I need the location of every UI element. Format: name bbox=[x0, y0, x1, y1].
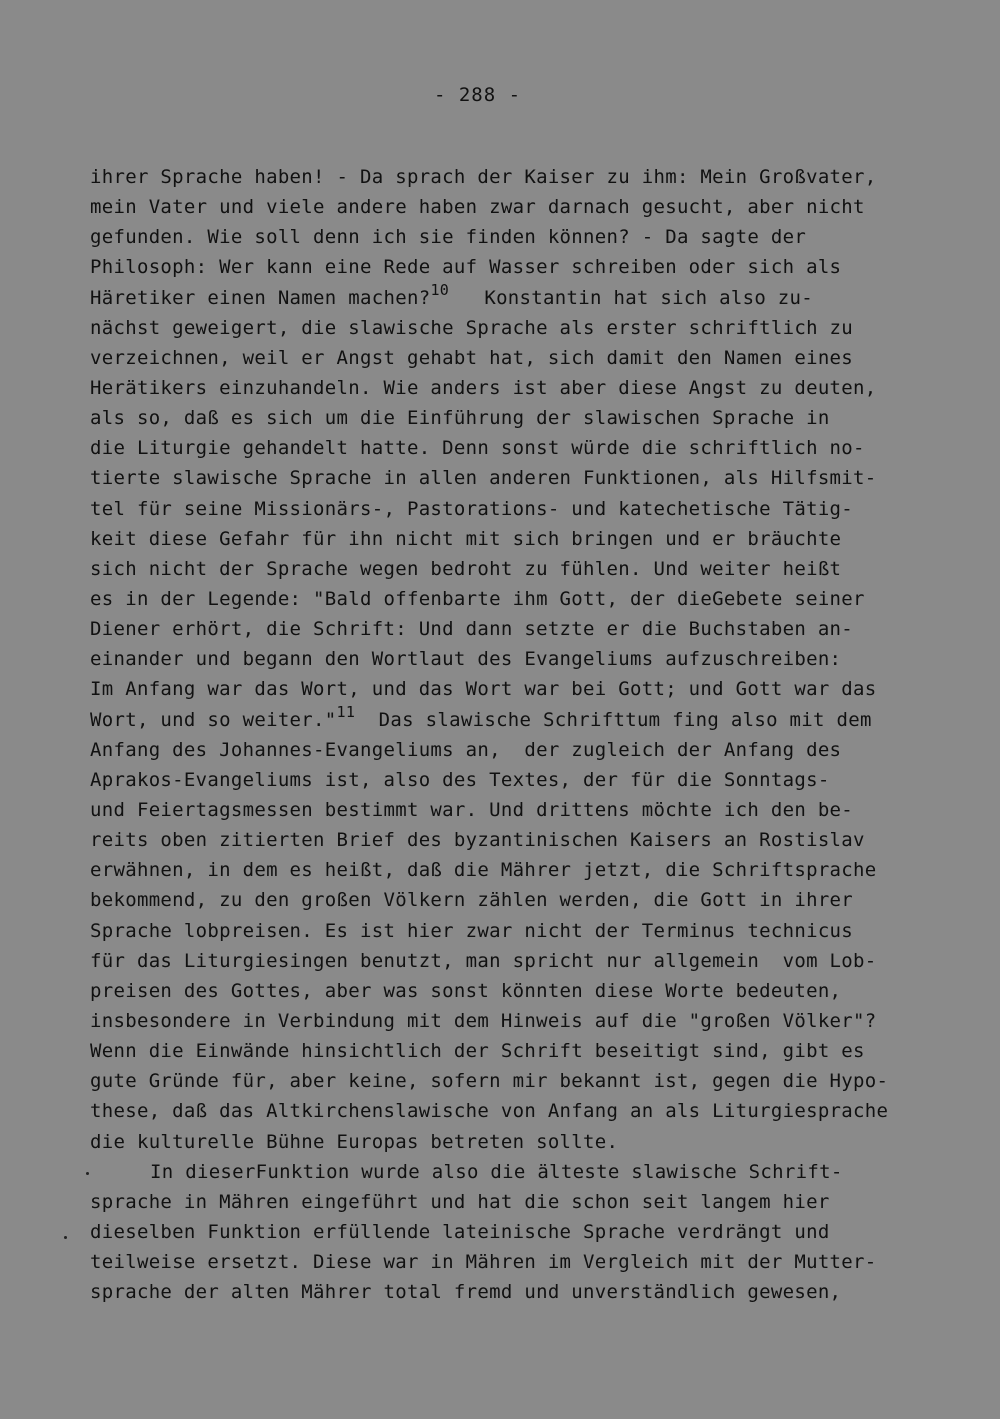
line-text: Philosoph: Wer kann eine Rede auf Wasser schreiben oder sich als bbox=[90, 256, 842, 279]
text-line bbox=[90, 1066, 930, 1096]
line-text: reits oben zitierten Brief des byzantinischen Kaisers an Rostislav bbox=[90, 829, 865, 852]
text-line bbox=[90, 1157, 930, 1187]
text-line bbox=[90, 735, 930, 765]
text-line bbox=[90, 644, 930, 674]
text-line bbox=[90, 825, 930, 855]
line-text: In dieserFunktion wurde also die älteste slawische Schrift- bbox=[150, 1160, 843, 1183]
text-line bbox=[90, 280, 930, 313]
text-line bbox=[90, 373, 930, 403]
line-text: einander und begann den Wortlaut des Evangeliums aufzuschreiben: bbox=[90, 648, 842, 671]
text-line bbox=[90, 1277, 930, 1307]
text-line bbox=[90, 162, 930, 192]
line-text: gute Gründe für, aber keine, sofern mir bekannt ist, gegen die Hypo- bbox=[90, 1070, 889, 1093]
line-text: sprache der alten Mährer total fremd und unverständlich gewesen, bbox=[90, 1281, 842, 1304]
line-text: keit diese Gefahr für ihn nicht mit sich bringen und er bräuchte bbox=[90, 527, 842, 550]
text-line bbox=[90, 584, 930, 614]
line-text: und Feiertagsmessen bestimmt war. Und drittens möchte ich den be- bbox=[90, 798, 854, 821]
footnote-marker: 10 bbox=[430, 280, 450, 299]
line-text: preisen des Gottes, aber was sonst könnten diese Worte bedeuten, bbox=[90, 979, 842, 1002]
line-text: mein Vater und viele andere haben zwar darnach gesucht, aber nicht bbox=[90, 196, 865, 219]
line-text: sprache in Mähren eingeführt und hat die schon seit langem hier bbox=[90, 1190, 830, 1213]
line-text: bekommend, zu den großen Völkern zählen werden, die Gott in ihrer bbox=[90, 889, 854, 912]
text-line bbox=[90, 1127, 930, 1157]
text-line bbox=[90, 1217, 930, 1247]
text-line bbox=[90, 252, 930, 282]
line-text-continued: Konstantin hat sich also zu- bbox=[449, 286, 814, 309]
line-text: die Liturgie gehandelt hatte. Denn sonst würde die schriftlich no- bbox=[90, 437, 865, 460]
text-line bbox=[90, 614, 930, 644]
text-line bbox=[90, 916, 930, 946]
text-line bbox=[90, 463, 930, 493]
line-text: ihrer Sprache haben! - Da sprach der Kaiser zu ihm: Mein Großvater, bbox=[90, 166, 877, 188]
line-text: es in der Legende: "Bald offenbarte ihm Gott, der dieGebete seiner bbox=[90, 587, 865, 610]
line-text: dieselben Funktion erfüllende lateinische Sprache verdrängt und bbox=[90, 1220, 830, 1243]
scan-speck bbox=[64, 1236, 67, 1239]
text-line bbox=[90, 795, 930, 825]
line-text: tel für seine Missionärs-, Pastorations- und katechetische Tätig- bbox=[90, 497, 854, 520]
line-text-continued: Das slawische Schrifttum fing also mit dem bbox=[355, 708, 872, 731]
text-line bbox=[90, 765, 930, 795]
line-text: nächst geweigert, die slawische Sprache als erster schriftlich zu bbox=[90, 316, 854, 339]
footnote-marker: 11 bbox=[336, 702, 356, 721]
line-text: Häretiker einen Namen machen? bbox=[90, 286, 431, 309]
text-line bbox=[90, 1247, 930, 1277]
text-line bbox=[90, 192, 930, 222]
line-text: für das Liturgiesingen benutzt, man spricht nur allgemein vom Lob- bbox=[90, 949, 877, 972]
text-line bbox=[90, 494, 930, 524]
line-text: Diener erhört, die Schrift: Und dann setzte er die Buchstaben an- bbox=[90, 618, 854, 641]
line-text: Wort, und so weiter." bbox=[90, 708, 337, 731]
text-line bbox=[90, 1187, 930, 1217]
line-text: Aprakos-Evangeliums ist, also des Textes, der für die Sonntags- bbox=[90, 768, 830, 791]
line-text: erwähnen, in dem es heißt, daß die Mährer jetzt, die Schriftsprache bbox=[90, 859, 877, 882]
text-line bbox=[90, 554, 930, 584]
line-text: Im Anfang war das Wort, und das Wort war bei Gott; und Gott war das bbox=[90, 678, 877, 701]
line-text: verzeichnen, weil er Angst gehabt hat, sich damit den Namen eines bbox=[90, 346, 854, 369]
text-line bbox=[90, 433, 930, 463]
text-line bbox=[90, 1006, 930, 1036]
line-text: als so, daß es sich um die Einführung der slawischen Sprache in bbox=[90, 407, 830, 430]
line-text: Anfang des Johannes-Evangeliums an, der zugleich der Anfang des bbox=[90, 738, 842, 761]
text-line bbox=[90, 313, 930, 343]
line-text: sich nicht der Sprache wegen bedroht zu fühlen. Und weiter heißt bbox=[90, 557, 842, 580]
scan-speck bbox=[86, 1172, 89, 1175]
text-line bbox=[90, 946, 930, 976]
page-number: - 288 - bbox=[433, 84, 522, 106]
line-text: teilweise ersetzt. Diese war in Mähren im Vergleich mit der Mutter- bbox=[90, 1251, 877, 1274]
line-text: Sprache lobpreisen. Es ist hier zwar nicht der Terminus technicus bbox=[90, 919, 854, 942]
line-text: tierte slawische Sprache in allen anderen Funktionen, als Hilfsmit- bbox=[90, 467, 877, 490]
text-line bbox=[90, 222, 930, 252]
text-line bbox=[90, 524, 930, 554]
text-line bbox=[90, 674, 930, 704]
line-text: Herätikers einzuhandeln. Wie anders ist aber diese Angst zu deuten, bbox=[90, 376, 877, 399]
line-text: these, daß das Altkirchenslawische von Anfang an als Liturgiesprache bbox=[90, 1100, 889, 1123]
body-text bbox=[90, 162, 930, 1307]
line-text: Wenn die Einwände hinsichtlich der Schrift beseitigt sind, gibt es bbox=[90, 1040, 865, 1063]
text-line bbox=[90, 403, 930, 433]
text-line bbox=[90, 885, 930, 915]
line-text: die kulturelle Bühne Europas betreten sollte. bbox=[90, 1130, 619, 1153]
line-text: insbesondere in Verbindung mit dem Hinweis auf die "großen Völker"? bbox=[90, 1009, 877, 1032]
text-line bbox=[90, 855, 930, 885]
text-line bbox=[90, 1036, 930, 1066]
text-line bbox=[90, 1096, 930, 1126]
text-line bbox=[90, 343, 930, 373]
text-line bbox=[90, 976, 930, 1006]
line-text: gefunden. Wie soll denn ich sie finden können? - Da sagte der bbox=[90, 226, 807, 249]
text-line bbox=[90, 702, 930, 735]
